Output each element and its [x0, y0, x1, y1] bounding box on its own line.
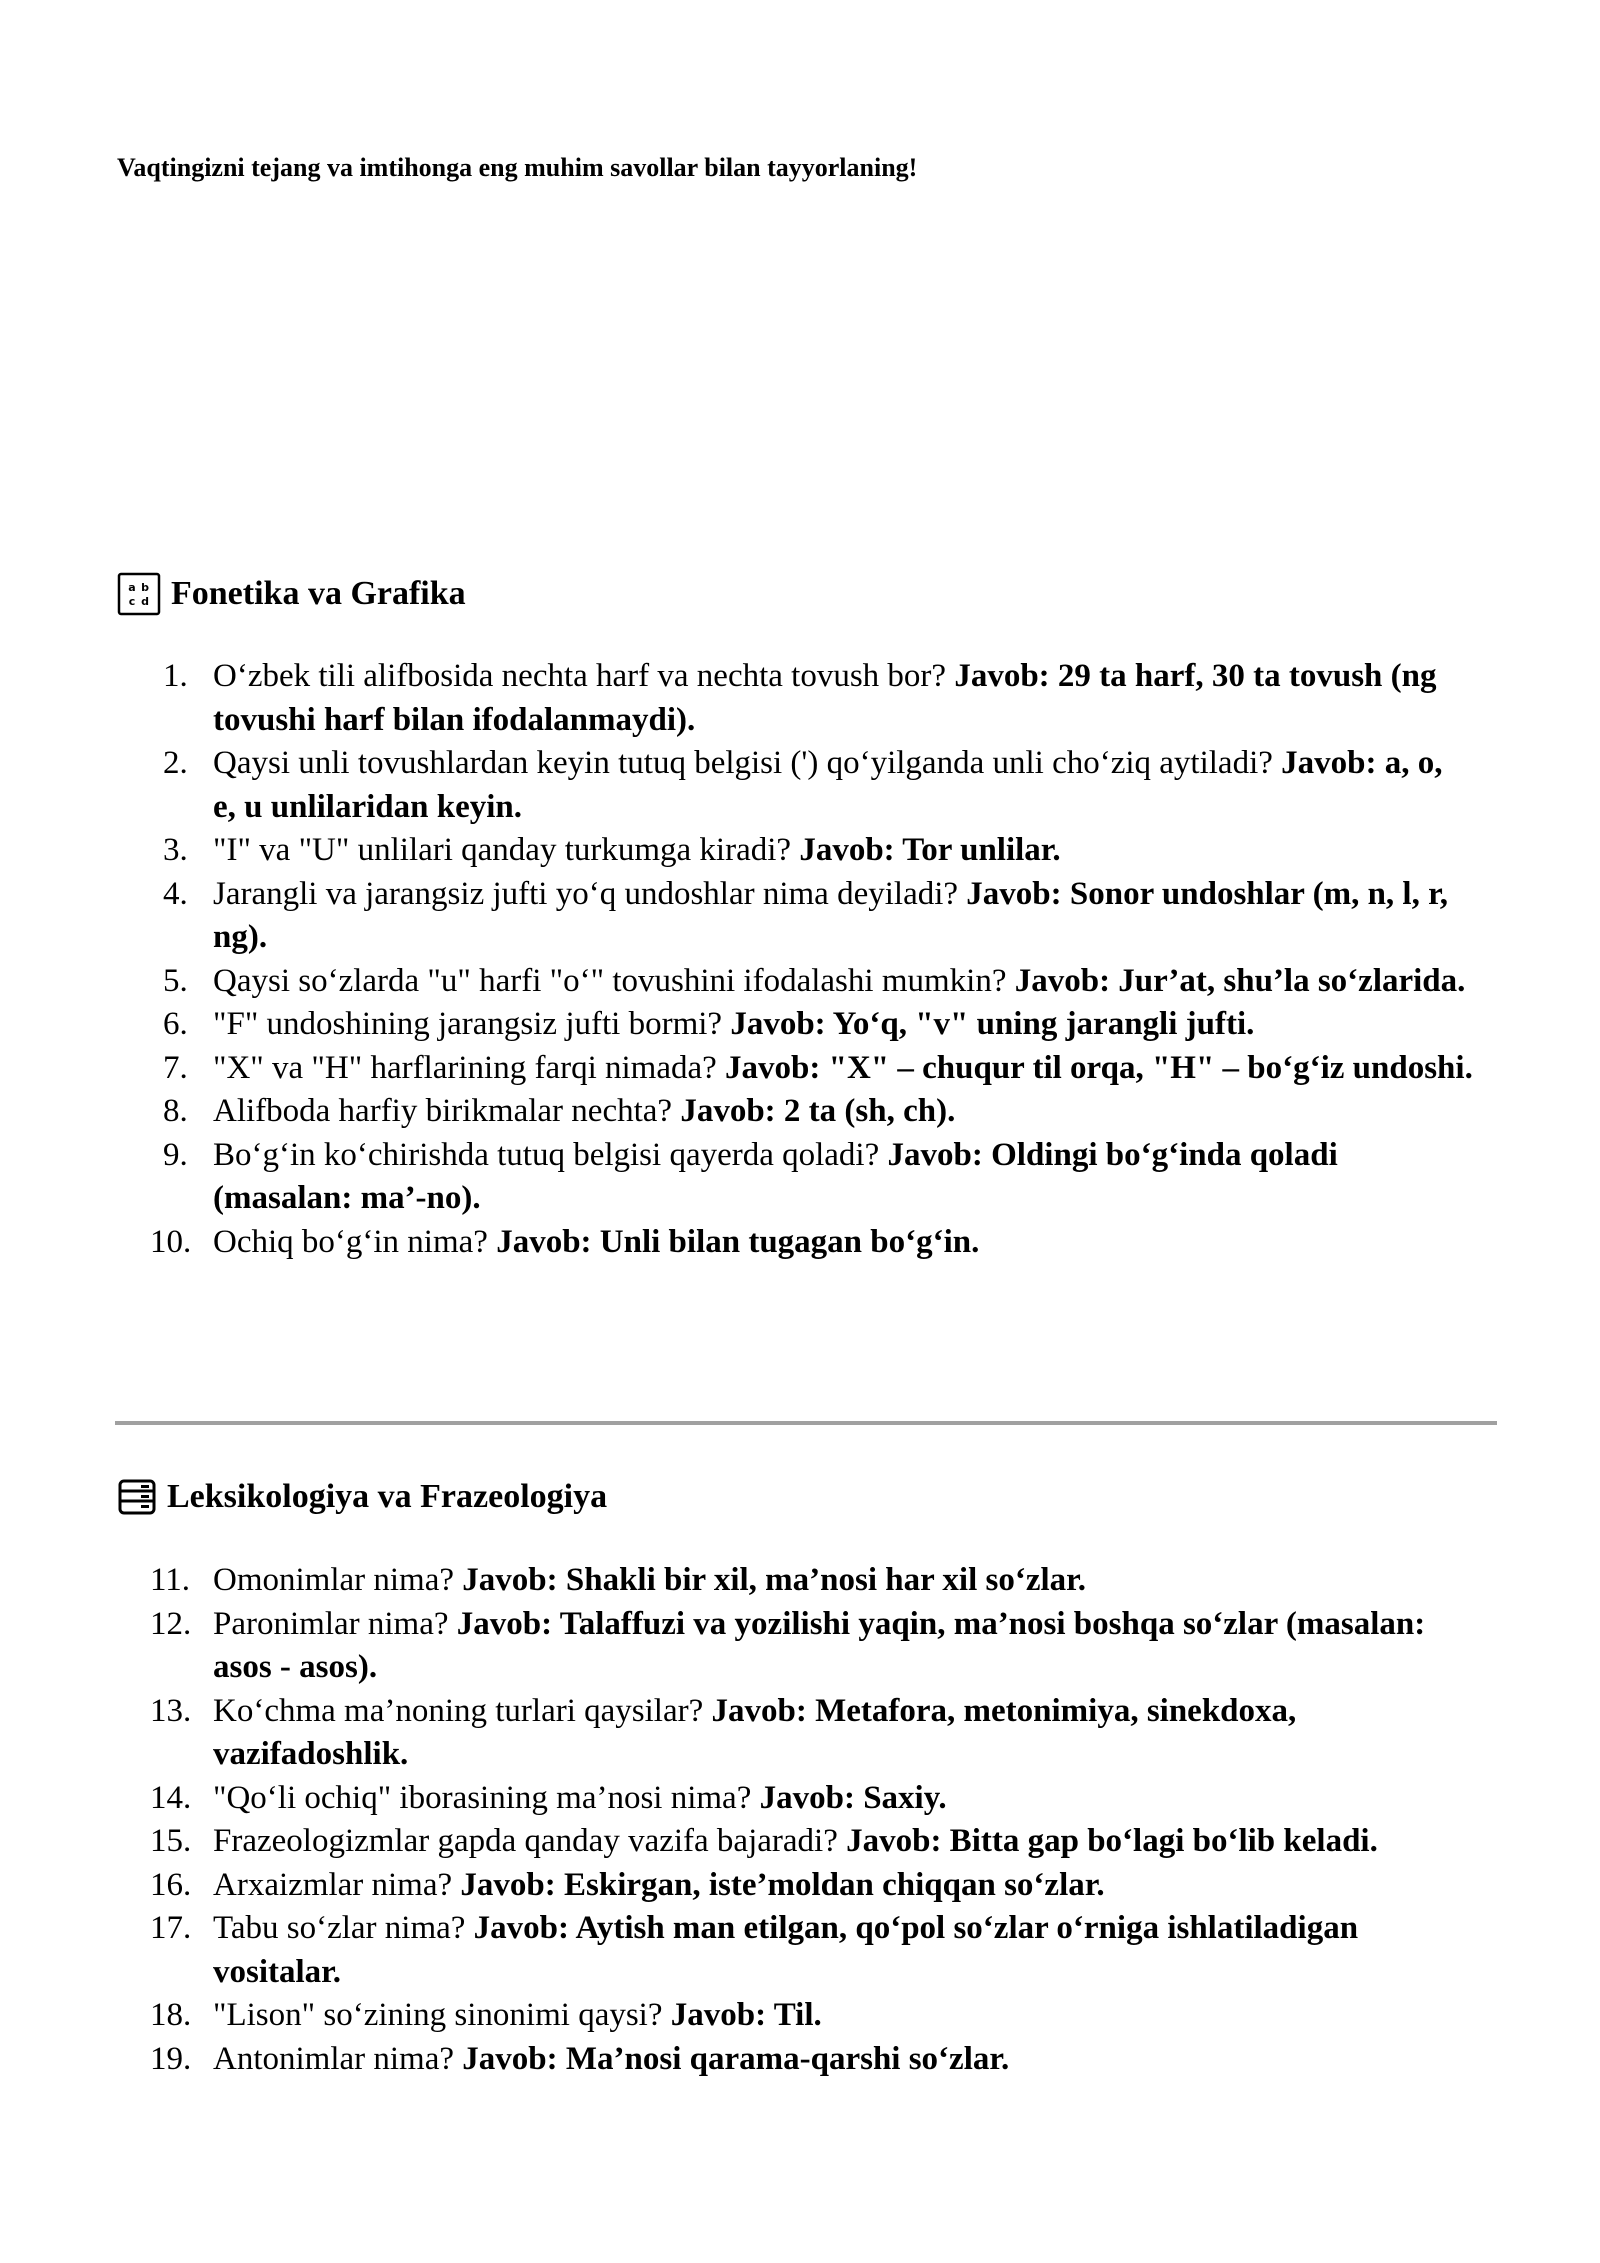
item-question: O‘zbek tili alifbosida nechta harf va nechta tovush bor?: [213, 658, 947, 694]
item-number: 16.: [150, 1866, 192, 1903]
item-question: Alifboda harfiy birikmalar nechta?: [213, 1093, 673, 1129]
item-question: "X" va "H" harflarining farqi nimada?: [213, 1049, 717, 1086]
item-question: Jarangli va jarangsiz jufti yo‘q undoshlar nima deyiladi?: [213, 875, 959, 912]
list-item: [0, 655, 1473, 742]
list-item: [0, 1134, 1473, 1221]
item-question: Bo‘g‘in ko‘chirishda tutuq belgisi qayerda qoladi?: [213, 1136, 880, 1173]
item-question: Ko‘chma ma’noning turlari qaysilar?: [213, 1692, 704, 1729]
item-answer: Javob: Talaffuzi va yozilishi yaqin, ma’nosi boshqa so‘zlar (masalan: asos - asos).: [213, 1605, 1426, 1685]
item-question: "F" undoshining jarangsiz jufti bormi?: [213, 1006, 723, 1042]
item-question: Paronimlar nima?: [213, 1605, 449, 1642]
abcd-input-icon: [117, 572, 161, 616]
item-number: 11.: [150, 1562, 191, 1598]
item-answer: Javob: Til.: [670, 1997, 822, 2033]
section-divider: [115, 1421, 1497, 1425]
item-answer: Javob: Unli bilan tugagan bo‘g‘in.: [496, 1223, 980, 1260]
list-item: [0, 1864, 1473, 1908]
item-question: Omonimlar nima?: [213, 1562, 455, 1598]
question-list-fonetika: [0, 655, 1600, 1264]
item-number: 13.: [150, 1692, 192, 1729]
list-item: [0, 2038, 1473, 2082]
svg-text:d: d: [141, 595, 149, 608]
question-list-leksikologiya: [0, 1559, 1600, 2081]
list-item: [0, 1690, 1473, 1777]
item-answer: Javob: Metafora, metonimiya, sinekdoxa, vazifadoshlik.: [213, 1692, 1297, 1772]
item-answer: Javob: Bitta gap bo‘lagi bo‘lib keladi.: [846, 1823, 1378, 1859]
item-answer: Javob: "X" – chuqur til orqa, "H" – bo‘g‘iz undoshi.: [725, 1049, 1473, 1086]
section-title: Leksikologiya va Frazeologiya: [167, 1478, 608, 1515]
item-number: 2.: [163, 745, 188, 781]
item-number: 4.: [163, 875, 188, 912]
item-number: 1.: [163, 658, 188, 694]
item-number: 3.: [163, 832, 188, 868]
item-answer: Javob: Jur’at, shu’la so‘zlarida.: [1014, 962, 1466, 999]
item-number: 7.: [163, 1049, 188, 1086]
item-number: 6.: [163, 1006, 188, 1042]
item-number: 10.: [150, 1223, 192, 1260]
item-question: "Qo‘li ochiq" iborasining ma’nosi nima?: [213, 1779, 752, 1816]
item-question: "I" va "U" unlilari qanday turkumga kiradi?: [213, 832, 792, 868]
list-item: [0, 960, 1473, 1004]
list-item: [0, 1559, 1473, 1603]
item-number: 15.: [150, 1823, 192, 1859]
section-title: Fonetika va Grafika: [171, 575, 466, 612]
list-item: [0, 1603, 1473, 1690]
list-item: [0, 873, 1473, 960]
item-number: 5.: [163, 962, 188, 999]
item-number: 12.: [150, 1605, 192, 1642]
item-answer: Javob: a, o, e, u unlilaridan keyin.: [213, 745, 1443, 825]
list-item: [0, 1994, 1473, 2038]
item-answer: Javob: 29 ta harf, 30 ta tovush (ng tovushi harf bilan ifodalanmaydi).: [213, 658, 1437, 738]
list-item: [0, 1090, 1473, 1134]
item-question: Antonimlar nima?: [213, 2040, 455, 2077]
item-number: 18.: [150, 1997, 192, 2033]
item-question: Frazeologizmlar gapda qanday vazifa bajaradi?: [213, 1823, 838, 1859]
item-answer: Javob: Aytish man etilgan, qo‘pol so‘zlar o‘rniga ishlatiladigan vositalar.: [213, 1910, 1359, 1990]
section-heading-fonetika: [117, 572, 466, 616]
list-item: [0, 742, 1473, 829]
item-question: Tabu so‘zlar nima?: [213, 1910, 466, 1946]
list-item: [0, 1221, 1473, 1265]
item-answer: Javob: 2 ta (sh, ch).: [680, 1093, 956, 1129]
item-number: 9.: [163, 1136, 188, 1173]
svg-text:c: c: [128, 595, 136, 608]
list-item: [0, 1820, 1473, 1864]
item-question: Qaysi so‘zlarda "u" harfi "o‘" tovushini ifodalashi mumkin?: [213, 962, 1007, 999]
card-index-dividers-icon: [117, 1477, 157, 1517]
item-answer: Javob: Saxiy.: [759, 1779, 947, 1816]
svg-text:a: a: [128, 581, 136, 594]
intro-text: Vaqtingizni tejang va imtihonga eng muhim savollar bilan tayyorlaning!: [117, 153, 918, 182]
item-question: Qaysi unli tovushlardan keyin tutuq belgisi (') qo‘yilganda unli cho‘ziq aytiladi?: [213, 745, 1273, 781]
item-answer: Javob: Yo‘q, "v" uning jarangli jufti.: [730, 1006, 1255, 1042]
item-answer: Javob: Tor unlilar.: [799, 832, 1061, 868]
item-answer: Javob: Eskirgan, iste’moldan chiqqan so‘zlar.: [460, 1866, 1105, 1903]
item-question: Ochiq bo‘g‘in nima?: [213, 1223, 488, 1260]
list-item: [0, 1777, 1473, 1821]
item-number: 14.: [150, 1779, 192, 1816]
list-item: [0, 1047, 1473, 1091]
section-heading-leksikologiya: [117, 1477, 607, 1517]
item-answer: Javob: Ma’nosi qarama-qarshi so‘zlar.: [462, 2040, 1010, 2077]
list-item: [0, 1003, 1473, 1047]
list-item: [0, 829, 1473, 873]
item-question: "Lison" so‘zining sinonimi qaysi?: [213, 1997, 663, 2033]
item-question: Arxaizmlar nima?: [213, 1866, 453, 1903]
item-answer: Javob: Oldingi bo‘g‘inda qoladi (masalan: ma’-no).: [213, 1136, 1338, 1216]
item-number: 19.: [150, 2040, 192, 2077]
svg-text:b: b: [141, 581, 149, 594]
list-item: [0, 1907, 1473, 1994]
item-answer: Javob: Sonor undoshlar (m, n, l, r, ng).: [213, 875, 1448, 955]
item-answer: Javob: Shakli bir xil, ma’nosi har xil so‘zlar.: [462, 1562, 1087, 1598]
item-number: 8.: [163, 1093, 188, 1129]
item-number: 17.: [150, 1910, 192, 1946]
